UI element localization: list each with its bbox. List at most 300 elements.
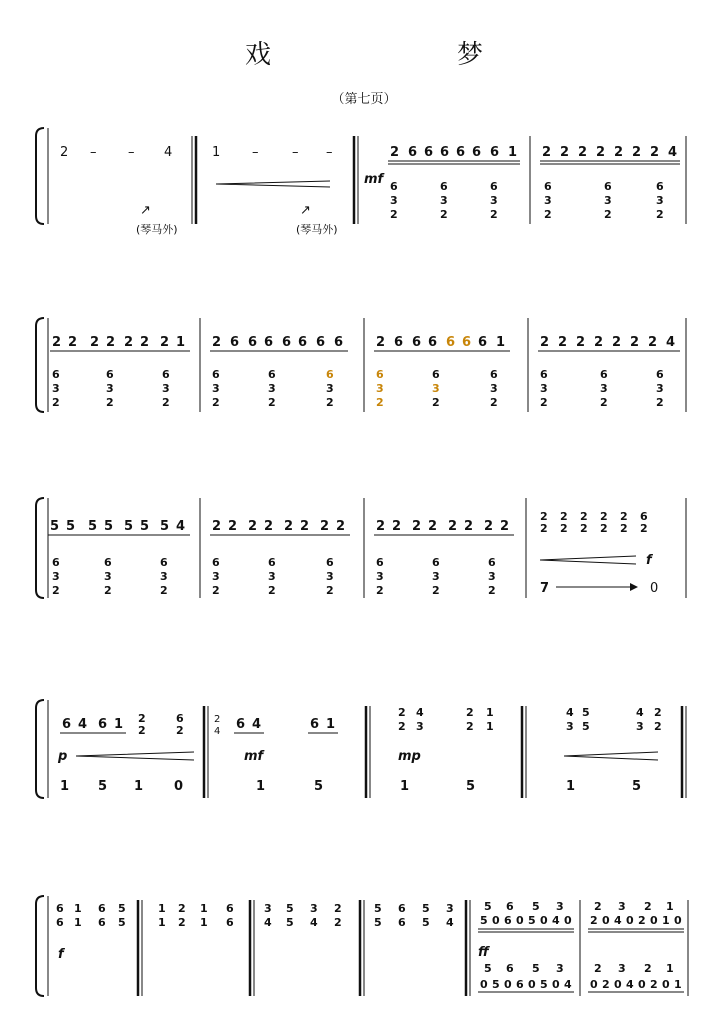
svg-text:2: 2 <box>162 396 170 409</box>
svg-text:0: 0 <box>626 914 634 927</box>
outside-bridge-label: (琴马外) <box>136 223 178 236</box>
svg-text:3: 3 <box>432 570 440 583</box>
svg-text:2: 2 <box>212 396 220 409</box>
svg-text:2: 2 <box>106 335 116 350</box>
svg-text:2: 2 <box>138 724 146 737</box>
svg-text:2: 2 <box>284 519 294 534</box>
svg-text:3: 3 <box>636 720 644 733</box>
svg-text:2: 2 <box>248 519 258 534</box>
svg-text:2: 2 <box>392 519 402 534</box>
svg-text:6: 6 <box>600 368 608 381</box>
svg-text:2: 2 <box>558 335 568 350</box>
svg-text:3: 3 <box>212 570 220 583</box>
svg-text:6: 6 <box>326 556 334 569</box>
svg-text:6: 6 <box>394 335 404 350</box>
svg-text:2: 2 <box>268 584 276 597</box>
svg-text:2: 2 <box>490 396 498 409</box>
svg-text:2: 2 <box>336 519 346 534</box>
svg-text:2: 2 <box>376 335 386 350</box>
svg-text:2: 2 <box>604 208 612 221</box>
svg-text:2: 2 <box>138 712 146 725</box>
svg-text:3: 3 <box>162 382 170 395</box>
svg-text:3: 3 <box>556 900 564 913</box>
svg-text:4: 4 <box>252 717 262 732</box>
svg-text:2: 2 <box>638 914 646 927</box>
note: 1 <box>212 145 221 160</box>
svg-text:3: 3 <box>326 570 334 583</box>
svg-text:5: 5 <box>632 779 642 794</box>
svg-text:1: 1 <box>486 706 494 719</box>
svg-text:5: 5 <box>484 962 492 975</box>
tremolo-arrow: ↗ <box>300 203 311 218</box>
svg-text:6: 6 <box>544 180 552 193</box>
svg-text:6: 6 <box>478 335 488 350</box>
tremolo-arrow: ↗ <box>140 203 151 218</box>
svg-text:4: 4 <box>78 717 88 732</box>
svg-text:2: 2 <box>264 519 274 534</box>
svg-text:4: 4 <box>626 978 634 991</box>
svg-text:2: 2 <box>656 208 664 221</box>
svg-text:4: 4 <box>176 519 186 534</box>
svg-text:2: 2 <box>490 208 498 221</box>
svg-text:3: 3 <box>440 194 448 207</box>
svg-text:0: 0 <box>540 914 548 927</box>
svg-text:5: 5 <box>118 902 126 915</box>
svg-text:6: 6 <box>656 368 664 381</box>
svg-text:2: 2 <box>212 335 222 350</box>
measure-2c <box>374 335 510 351</box>
measure-4a <box>60 712 184 737</box>
svg-text:6: 6 <box>56 916 64 929</box>
svg-text:0: 0 <box>564 914 572 927</box>
svg-text:1: 1 <box>134 779 144 794</box>
note: 2 <box>60 145 69 160</box>
svg-text:2: 2 <box>600 396 608 409</box>
svg-text:3: 3 <box>212 382 220 395</box>
svg-text:6: 6 <box>432 368 440 381</box>
svg-text:2: 2 <box>140 335 150 350</box>
measure-2d <box>538 335 680 351</box>
svg-text:6: 6 <box>506 962 514 975</box>
svg-text:6: 6 <box>98 717 108 732</box>
measure-4c <box>398 706 494 733</box>
svg-text:6: 6 <box>52 556 60 569</box>
svg-text:6: 6 <box>226 916 234 929</box>
svg-text:6: 6 <box>212 368 220 381</box>
svg-text:5: 5 <box>286 902 294 915</box>
svg-text:2: 2 <box>580 522 588 535</box>
svg-text:2: 2 <box>540 335 550 350</box>
svg-text:6: 6 <box>656 180 664 193</box>
measure-4b <box>234 717 338 733</box>
svg-text:6: 6 <box>440 145 450 160</box>
svg-text:1: 1 <box>508 145 518 160</box>
bass-5 <box>478 962 684 992</box>
svg-text:2: 2 <box>376 519 386 534</box>
svg-text:3: 3 <box>540 382 548 395</box>
svg-text:2: 2 <box>596 145 606 160</box>
svg-text:2: 2 <box>594 335 604 350</box>
svg-text:2: 2 <box>560 510 568 523</box>
intro-notes-b <box>212 145 333 160</box>
svg-text:3: 3 <box>104 570 112 583</box>
svg-text:2: 2 <box>654 706 662 719</box>
svg-text:2: 2 <box>176 724 184 737</box>
outside-bridge-label: (琴马外) <box>296 223 338 236</box>
svg-text:2: 2 <box>644 900 652 913</box>
measure-1c <box>388 145 520 164</box>
svg-text:3: 3 <box>656 194 664 207</box>
svg-text:1: 1 <box>60 779 70 794</box>
svg-text:5: 5 <box>118 916 126 929</box>
note: 4 <box>164 145 173 160</box>
svg-text:6: 6 <box>390 180 398 193</box>
svg-text:5: 5 <box>466 779 476 794</box>
svg-text:2: 2 <box>488 584 496 597</box>
svg-text:3: 3 <box>446 902 454 915</box>
svg-text:6: 6 <box>162 368 170 381</box>
svg-text:2: 2 <box>90 335 100 350</box>
svg-text:1: 1 <box>74 916 82 929</box>
dash: – <box>128 145 135 160</box>
svg-text:2: 2 <box>432 584 440 597</box>
svg-text:2: 2 <box>178 902 186 915</box>
measure-3d-chords <box>540 510 648 535</box>
measure-5b <box>158 902 234 929</box>
svg-text:4: 4 <box>416 706 424 719</box>
svg-text:3: 3 <box>390 194 398 207</box>
svg-text:3: 3 <box>268 382 276 395</box>
svg-text:6: 6 <box>640 510 648 523</box>
svg-text:6: 6 <box>428 335 438 350</box>
measure-3b <box>210 519 350 535</box>
svg-text:3: 3 <box>656 382 664 395</box>
svg-text:6: 6 <box>398 902 406 915</box>
measure-5d <box>374 902 454 929</box>
svg-text:5: 5 <box>124 519 134 534</box>
svg-text:3: 3 <box>618 900 626 913</box>
svg-text:1: 1 <box>256 779 266 794</box>
svg-text:2: 2 <box>632 145 642 160</box>
svg-text:3: 3 <box>488 570 496 583</box>
svg-text:2: 2 <box>560 522 568 535</box>
svg-text:2: 2 <box>650 978 658 991</box>
svg-text:2: 2 <box>428 519 438 534</box>
svg-text:2: 2 <box>326 396 334 409</box>
svg-text:2: 2 <box>160 335 170 350</box>
svg-text:5: 5 <box>582 720 590 733</box>
svg-text:6: 6 <box>604 180 612 193</box>
svg-text:2: 2 <box>620 522 628 535</box>
svg-text:2: 2 <box>52 396 60 409</box>
svg-text:6: 6 <box>268 368 276 381</box>
svg-text:4: 4 <box>552 914 560 927</box>
svg-text:5: 5 <box>532 962 540 975</box>
measure-5e <box>478 900 574 932</box>
svg-text:6: 6 <box>490 180 498 193</box>
svg-text:2: 2 <box>654 720 662 733</box>
svg-text:3: 3 <box>376 382 384 395</box>
chord-stacks-2 <box>52 368 664 409</box>
svg-text:5: 5 <box>492 978 500 991</box>
svg-text:3: 3 <box>52 382 60 395</box>
bass-note: 7 <box>540 581 550 596</box>
svg-text:4: 4 <box>446 916 454 929</box>
svg-text:0: 0 <box>674 914 682 927</box>
svg-text:6: 6 <box>398 916 406 929</box>
svg-text:5: 5 <box>532 900 540 913</box>
svg-text:2: 2 <box>376 584 384 597</box>
svg-text:3: 3 <box>490 194 498 207</box>
svg-text:6: 6 <box>230 335 240 350</box>
svg-text:2: 2 <box>398 720 406 733</box>
svg-text:0: 0 <box>528 978 536 991</box>
svg-text:2: 2 <box>268 396 276 409</box>
svg-text:2: 2 <box>228 519 238 534</box>
svg-text:3: 3 <box>490 382 498 395</box>
svg-text:6: 6 <box>310 717 320 732</box>
svg-text:5: 5 <box>540 978 548 991</box>
svg-text:2: 2 <box>544 208 552 221</box>
svg-text:6: 6 <box>440 180 448 193</box>
svg-text:0: 0 <box>650 914 658 927</box>
svg-text:2: 2 <box>106 396 114 409</box>
svg-text:1: 1 <box>674 978 682 991</box>
svg-text:5: 5 <box>422 902 430 915</box>
dynamic-mf: mf <box>244 749 264 764</box>
svg-text:5: 5 <box>582 706 590 719</box>
svg-text:6: 6 <box>446 335 456 350</box>
svg-text:1: 1 <box>176 335 186 350</box>
svg-text:1: 1 <box>400 779 410 794</box>
svg-text:6: 6 <box>408 145 418 160</box>
svg-text:4: 4 <box>666 335 676 350</box>
svg-text:1: 1 <box>114 717 124 732</box>
svg-text:2: 2 <box>464 519 474 534</box>
svg-text:0: 0 <box>638 978 646 991</box>
svg-text:2: 2 <box>484 519 494 534</box>
svg-text:6: 6 <box>282 335 292 350</box>
svg-text:1: 1 <box>496 335 506 350</box>
svg-text:5: 5 <box>66 519 76 534</box>
svg-text:2: 2 <box>440 208 448 221</box>
svg-text:5: 5 <box>314 779 324 794</box>
svg-text:0: 0 <box>602 914 610 927</box>
svg-text:5: 5 <box>422 916 430 929</box>
svg-text:2: 2 <box>448 519 458 534</box>
svg-text:6: 6 <box>248 335 258 350</box>
svg-text:4: 4 <box>214 726 221 737</box>
svg-text:6: 6 <box>456 145 466 160</box>
svg-text:1: 1 <box>486 720 494 733</box>
svg-text:5: 5 <box>104 519 114 534</box>
dynamic-p: p <box>58 749 68 764</box>
svg-text:6: 6 <box>490 368 498 381</box>
measure-2a <box>50 335 190 351</box>
system-5 <box>36 896 688 996</box>
svg-text:2: 2 <box>214 714 221 725</box>
svg-text:5: 5 <box>480 914 488 927</box>
svg-text:6: 6 <box>472 145 482 160</box>
svg-text:6: 6 <box>106 368 114 381</box>
svg-text:0: 0 <box>662 978 670 991</box>
svg-text:5: 5 <box>484 900 492 913</box>
svg-text:2: 2 <box>376 396 384 409</box>
system-2 <box>36 318 686 412</box>
dynamic-f: f <box>646 553 652 568</box>
svg-text:4: 4 <box>668 145 678 160</box>
intro-notes-a <box>60 145 172 160</box>
svg-text:0: 0 <box>590 978 598 991</box>
dynamic-ff: ff <box>478 945 489 960</box>
dash: – <box>326 145 333 160</box>
svg-text:2: 2 <box>578 145 588 160</box>
svg-text:3: 3 <box>618 962 626 975</box>
svg-text:3: 3 <box>604 194 612 207</box>
svg-text:1: 1 <box>200 916 208 929</box>
svg-text:2: 2 <box>398 706 406 719</box>
svg-text:6: 6 <box>236 717 246 732</box>
svg-text:3: 3 <box>376 570 384 583</box>
svg-text:6: 6 <box>424 145 434 160</box>
svg-text:2: 2 <box>640 522 648 535</box>
bass-4 <box>60 779 641 794</box>
svg-text:2: 2 <box>542 145 552 160</box>
measure-1d <box>540 145 680 164</box>
svg-text:1: 1 <box>158 902 166 915</box>
svg-text:6: 6 <box>516 978 524 991</box>
dash: – <box>252 145 259 160</box>
svg-text:2: 2 <box>52 584 60 597</box>
system-1 <box>36 128 686 236</box>
measure-5f <box>588 900 684 932</box>
svg-text:2: 2 <box>320 519 330 534</box>
svg-text:4: 4 <box>310 916 318 929</box>
svg-text:2: 2 <box>432 396 440 409</box>
svg-text:6: 6 <box>506 900 514 913</box>
svg-text:0: 0 <box>614 978 622 991</box>
svg-text:2: 2 <box>600 522 608 535</box>
svg-text:6: 6 <box>490 145 500 160</box>
svg-text:5: 5 <box>374 916 382 929</box>
svg-text:2: 2 <box>590 914 598 927</box>
svg-text:2: 2 <box>614 145 624 160</box>
svg-text:2: 2 <box>540 522 548 535</box>
svg-text:2: 2 <box>650 145 660 160</box>
svg-text:5: 5 <box>88 519 98 534</box>
svg-text:2: 2 <box>620 510 628 523</box>
svg-text:2: 2 <box>594 900 602 913</box>
svg-text:2: 2 <box>178 916 186 929</box>
svg-text:5: 5 <box>160 519 170 534</box>
svg-text:3: 3 <box>432 382 440 395</box>
svg-text:2: 2 <box>212 519 222 534</box>
svg-text:6: 6 <box>62 717 72 732</box>
dash: – <box>90 145 97 160</box>
system-3 <box>36 498 686 598</box>
svg-text:3: 3 <box>556 962 564 975</box>
svg-text:6: 6 <box>176 712 184 725</box>
svg-text:6: 6 <box>412 335 422 350</box>
svg-text:0: 0 <box>492 914 500 927</box>
svg-text:1: 1 <box>74 902 82 915</box>
svg-text:1: 1 <box>666 900 674 913</box>
svg-text:2: 2 <box>124 335 134 350</box>
svg-text:3: 3 <box>268 570 276 583</box>
svg-text:2: 2 <box>334 902 342 915</box>
system-4 <box>36 700 686 798</box>
svg-text:2: 2 <box>390 145 400 160</box>
svg-text:2: 2 <box>602 978 610 991</box>
svg-text:3: 3 <box>52 570 60 583</box>
svg-text:6: 6 <box>268 556 276 569</box>
bass-note: 0 <box>650 581 659 596</box>
svg-text:3: 3 <box>416 720 424 733</box>
svg-text:6: 6 <box>298 335 308 350</box>
measure-5c <box>264 902 342 929</box>
svg-text:3: 3 <box>600 382 608 395</box>
svg-text:1: 1 <box>662 914 670 927</box>
svg-text:2: 2 <box>656 396 664 409</box>
svg-text:2: 2 <box>466 706 474 719</box>
svg-text:4: 4 <box>264 916 272 929</box>
measure-4d <box>566 706 662 733</box>
svg-text:1: 1 <box>666 962 674 975</box>
svg-text:2: 2 <box>594 962 602 975</box>
svg-text:6: 6 <box>326 368 334 381</box>
svg-text:3: 3 <box>566 720 574 733</box>
svg-text:3: 3 <box>106 382 114 395</box>
page-number-label: （第七页） <box>331 92 397 107</box>
svg-text:1: 1 <box>566 779 576 794</box>
svg-text:1: 1 <box>200 902 208 915</box>
svg-text:0: 0 <box>516 914 524 927</box>
svg-text:4: 4 <box>566 706 574 719</box>
svg-text:3: 3 <box>264 902 272 915</box>
svg-text:6: 6 <box>504 914 512 927</box>
measure-3c <box>374 519 514 535</box>
svg-text:6: 6 <box>488 556 496 569</box>
svg-text:4: 4 <box>636 706 644 719</box>
svg-text:2: 2 <box>500 519 510 534</box>
svg-text:3: 3 <box>160 570 168 583</box>
svg-text:6: 6 <box>264 335 274 350</box>
svg-text:2: 2 <box>648 335 658 350</box>
svg-text:2: 2 <box>466 720 474 733</box>
svg-text:4: 4 <box>614 914 622 927</box>
svg-text:2: 2 <box>560 145 570 160</box>
svg-text:5: 5 <box>140 519 150 534</box>
svg-text:5: 5 <box>50 519 60 534</box>
svg-text:2: 2 <box>412 519 422 534</box>
dynamic-mf: mf <box>364 172 384 187</box>
page-title: 戏 梦 <box>244 40 563 70</box>
svg-text:6: 6 <box>98 902 106 915</box>
chord-stacks-1 <box>390 180 664 221</box>
svg-text:6: 6 <box>52 368 60 381</box>
svg-text:6: 6 <box>226 902 234 915</box>
dynamic-mp: mp <box>398 749 421 764</box>
svg-text:6: 6 <box>432 556 440 569</box>
svg-text:2: 2 <box>540 510 548 523</box>
svg-text:5: 5 <box>98 779 108 794</box>
svg-text:2: 2 <box>644 962 652 975</box>
svg-text:6: 6 <box>56 902 64 915</box>
svg-text:2: 2 <box>600 510 608 523</box>
svg-text:2: 2 <box>576 335 586 350</box>
measure-3a <box>48 519 190 535</box>
svg-text:6: 6 <box>376 556 384 569</box>
